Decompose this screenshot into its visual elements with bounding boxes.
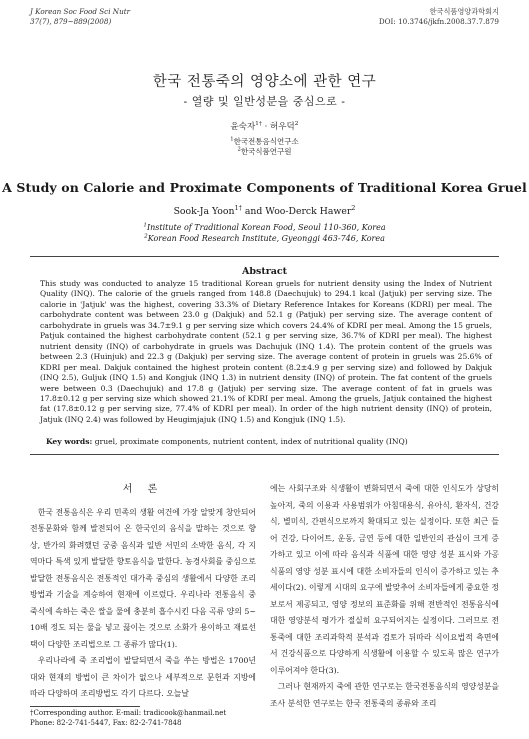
journal-citation: 37(7), 879~889(2008): [30, 17, 112, 26]
korean-affiliation-2: $^2$한국식품연구원: [237, 146, 292, 156]
english-author-1-superscript: 1†: [234, 203, 242, 212]
english-affiliation-1: $^1$Institute of Traditional Korean Food, Seoul 110-360, Korea: [143, 222, 386, 232]
korean-author-2: · 허우덕: [261, 122, 295, 132]
keywords-label: Key words:: [46, 437, 93, 446]
contact-phone: Phone: 82-2-741-5447, Fax: 82-2-741-7848: [30, 718, 182, 727]
paragraph: 우리나라에 죽 조리법이 발달되면서 죽을 쑤는 방법은 1700년대와 현재의 방법이 큰 차이가 없으나 세부적으로 문헌과 지방에 따라 다양하며 조리방법도 각기 다르다. 오늘날: [30, 656, 256, 698]
korean-subtitle: - 열량 및 일반성분을 중심으로 -: [183, 95, 346, 108]
paragraph: 한국 전통음식은 우리 민족의 생활 여건에 가장 알맞게 창안되어 전통문화와 함께 발전되어 온 한국인의 음식을 말하는 것으로 향상, 반가의 화려했던 궁중 음식과 일반 서민의 소박한 음식, 각 지역마다 특색 있게 발달한 향토음식을 말한다. 농경사회를 중심으로 발달한 전통음식은 전통적인 대가족 중심의 생활에서 다양한 조리방법과 기술을 계승하여 현재에 이르렀다. 우리나라 전통음식 중 죽식에 속하는 죽은 쌀을 물에 충분히 흡수시킨 다음 곡류 양의 5~10배 정도 되는 물을 넣고 끓이는 것으로 소화가 용이하고 재료선택이 다양한 조리법으로 그 종류가 많다(1).: [30, 507, 256, 649]
english-author-2-superscript: 2: [351, 203, 356, 212]
paragraph: 에는 사회구조와 식생활이 변화되면서 죽에 대한 인식도가 상당히 높아져, 죽의 이용과 사용범위가 아침대용식, 유아식, 환자식, 건강식, 별미식, 간편식으로까지 확대되고 있는 실정이다. 또한 최근 들어 건강, 다이어트, 운동, 금연 등에 대한 일반인의 관심이 크게 증가하고 있고 이에 따라 음식과 식품에 대한 영양 성분 표시와 가공식품의 영양 성분 표시에 대한 소비자들의 인식이 증가하고 있는 추세이다(2). 이렇게 시대의 요구에 발맞추어 소비자들에게 중요한 정보로서 제공되고, 영양 정보의 표준화를 위해 전반적인 전통음식에 대한 영양분석 평가가 절실히 요구되어지는 실정이다. 그러므로 전통죽에 대한 조리과학적 분석과 검토가 뒤따라 식이요법적 측면에서 건강식품으로 다양하게 식생활에 이용할 수 있도록 많은 연구가 이루어져야 한다(3).: [270, 484, 499, 675]
body-column-right: [270, 481, 499, 712]
running-header-left: [30, 7, 130, 27]
english-affiliation-2: $^2$Korean Food Research Institute, Gyeonggi 463-746, Korea: [144, 233, 385, 243]
abstract-text: This study was conducted to analyze 15 traditional Korean gruels for nutrient density using the Index of Nutrient Quality (INQ). The calorie of the gruels ranged from 148.8 (Daechujuk) to 294.1 kcal (Jatjuk) per serving size. The calorie in 'Jatjuk' was the highest, covering 33.3% of Dietary Reference Intakes for Koreans (KDRI) per meal. The carbohydrate content was between 23.0 g (Dakjuk) and 52.1 g (Patjuk) per serving size. The average content of carbohydrate in gruels was 34.7±9.1 g per serving size which covers 24.4% of KDRI per meal. Among the 15 gruels, Patjuk contained the highest carbohydrate content (52.1 g per serving size, 36.7% of KDRI per meal). The highest nutrient density (INQ) of carbohydrate in gruels was Dachujuk (INQ 1.4). The protein content of the gruels was between 2.3 (Huinjuk) and 22.3 g (Dakjuk) per serving size. The average content of protein in gruels was 25.6% of KDRI per meal. Dakjuk contained the highest protein content (8.2±4.9 g per serving size) and followed by Dakjuk (INQ 2.5), Guljuk (INQ 1.5) and Kongjuk (INQ 1.3) in nutrient density (INQ) of protein. The fat content of the gruels were between 0.3 (Daechujuk) and 17.8 g (Jatjuk) per serving size. The average content of fat in gruels was 17.8±0.12 g per serving size which showed 21.1% of KDRI per meal. Among the gruels, Jatjuk contained the highest fat (17.8±0.12 g per serving size, 77.4% of KDRI per meal). In order of the high nutrient density (INQ) of protein, Jatjuk (INQ 2.4) was followed by Heugimjajuk (INQ 1.5) and Kongjuk (INQ 1.5).: [40, 279, 492, 424]
running-header-right: [379, 7, 499, 27]
abstract-heading: Abstract: [241, 266, 288, 277]
abstract-top-rule: [30, 256, 499, 257]
author-1-superscript: 1†: [255, 120, 262, 128]
english-author-2: and Woo-Derck Hawer: [241, 206, 352, 217]
korean-affiliations: [0, 137, 529, 157]
english-affiliations: [0, 222, 529, 244]
body-column-left: [30, 482, 256, 703]
journal-name-korean: 한국식품영양과학회지: [429, 7, 499, 16]
english-authors: [0, 203, 529, 217]
korean-title: 한국 전통죽의 영양소에 관한 연구: [152, 74, 377, 90]
doi: DOI: 10.3746/jkfn.2008.37.7.879: [378, 17, 499, 26]
korean-authors: [0, 120, 529, 132]
section-heading-introduction: 서 론: [122, 484, 164, 495]
english-author-1: Sook-Ja Yoon: [173, 206, 235, 217]
author-2-superscript: 2: [294, 120, 299, 128]
corresponding-author: †Corresponding author. E-mail: tradicook@hanmail.net: [30, 709, 227, 717]
keywords-text: gruel, proximate components, nutrient content, index of nutritional quality (INQ): [92, 437, 408, 446]
english-title: A Study on Calorie and Proximate Components of Traditional Korea Gruel: [2, 180, 527, 195]
korean-author-1: 윤숙자: [230, 122, 256, 132]
footnote: [30, 709, 260, 728]
abstract-bottom-rule: [30, 454, 499, 455]
korean-affiliation-1: $^1$한국전통음식연구소: [230, 136, 299, 146]
keywords: [46, 437, 492, 447]
journal-name: J Korean Soc Food Sci Nutr: [30, 7, 131, 16]
footnote-rule: [30, 706, 140, 707]
paragraph: 그러나 현재까지 죽에 관한 연구로는 한국전통음식의 영양성분을 조사 분석한 연구로는 한국 전통죽의 종류와 조리: [270, 682, 499, 708]
